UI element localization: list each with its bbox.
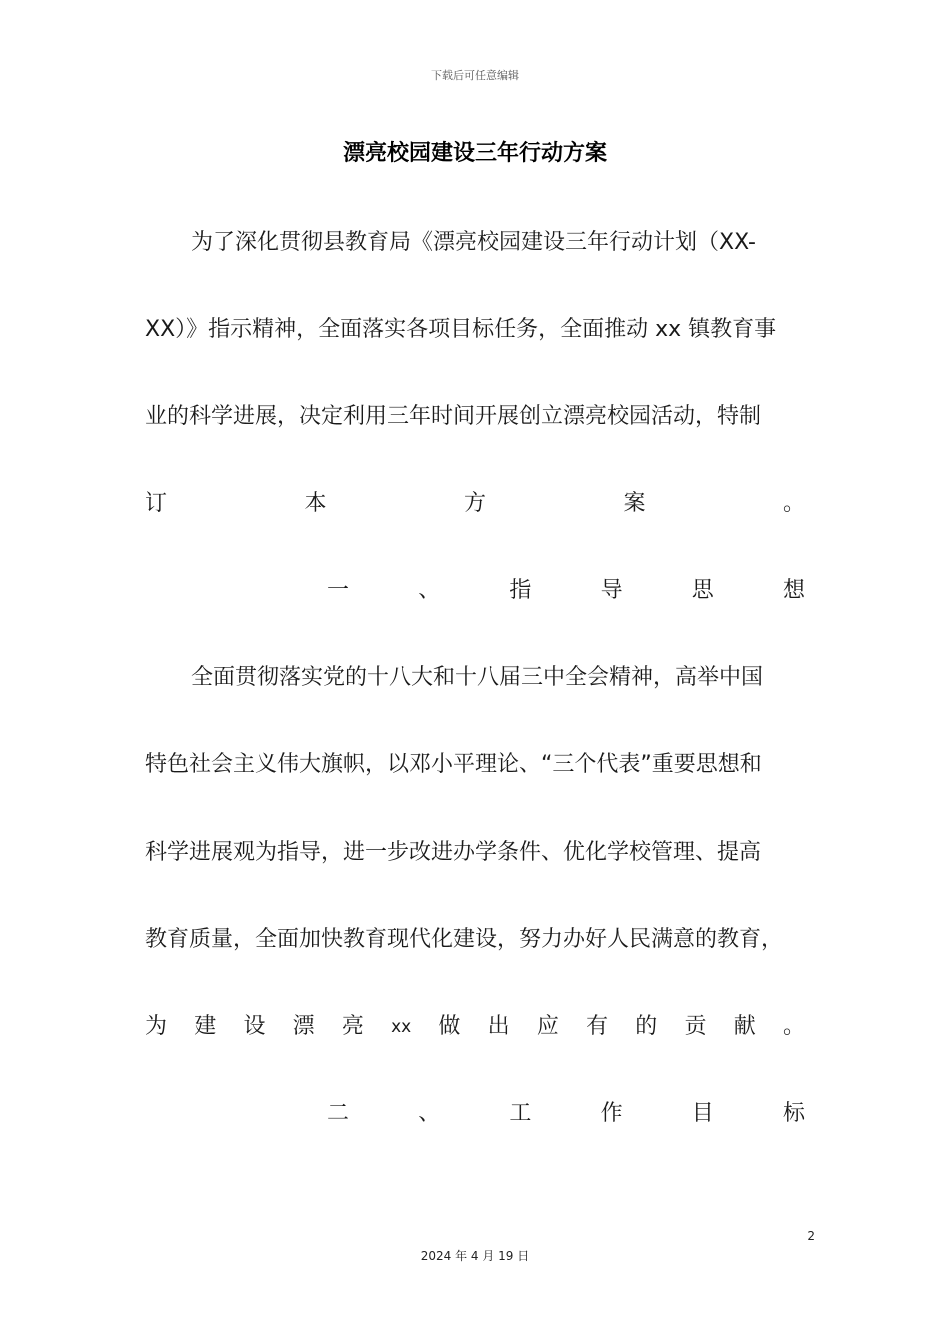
char: 漂	[292, 1014, 315, 1039]
text-line-justified	[145, 489, 805, 519]
text-line: 业的科学进展，决定利用三年时间开展创立漂亮校园活动，特制	[145, 404, 762, 429]
char: 二	[327, 1101, 350, 1126]
text-line: 为了深化贯彻县教育局《漂亮校园建设三年行动计划（XX-	[191, 230, 756, 255]
char: 一	[327, 578, 350, 603]
text-line: 教育质量，全面加快教育现代化建设，努力办好人民满意的教育，	[145, 927, 784, 952]
char: 建	[194, 1014, 217, 1039]
char: 出	[487, 1014, 510, 1039]
char: 工	[509, 1101, 532, 1126]
text-line: 特色社会主义伟大旗帜，以邓小平理论、“三个代表”重要思想和	[145, 752, 762, 777]
page-number: 2	[807, 1229, 815, 1243]
char: xx	[391, 1017, 412, 1037]
text-line: 科学进展观为指导，进一步改进办学条件、优化学校管理、提高	[145, 840, 762, 865]
char: 的	[635, 1014, 658, 1039]
char: 订	[145, 491, 168, 516]
char: 。	[782, 491, 805, 516]
footer-date: 2024 年 4 月 19 日	[420, 1249, 530, 1263]
char: 应	[536, 1014, 559, 1039]
char: 、	[418, 1101, 441, 1126]
text-line-justified	[145, 1012, 805, 1042]
char: 做	[438, 1014, 461, 1039]
char: 本	[304, 491, 327, 516]
char: 目	[691, 1101, 714, 1126]
section-heading-guiding-ideology	[327, 576, 805, 606]
char: 。	[782, 1014, 805, 1039]
char: 亮	[341, 1014, 364, 1039]
char: 作	[600, 1101, 623, 1126]
text-line: XX）》指示精神，全面落实各项目标任务，全面推动 xx 镇教育事	[145, 317, 777, 342]
char: 想	[782, 578, 805, 603]
document-title: 漂亮校园建设三年行动方案	[342, 141, 607, 166]
char: 设	[243, 1014, 266, 1039]
char: 献	[733, 1014, 756, 1039]
char: 标	[782, 1101, 805, 1126]
char: 、	[418, 578, 441, 603]
char: 案	[623, 491, 646, 516]
text-line: 全面贯彻落实党的十八大和十八届三中全会精神，高举中国	[191, 665, 764, 690]
char: 导	[600, 578, 623, 603]
char: 指	[509, 578, 532, 603]
header-note: 下载后可任意编辑	[431, 69, 519, 82]
char: 有	[586, 1014, 609, 1039]
section-heading-work-goals	[327, 1099, 805, 1129]
char: 思	[691, 578, 714, 603]
char: 为	[145, 1014, 168, 1039]
char: 贡	[684, 1014, 707, 1039]
char: 方	[463, 491, 486, 516]
